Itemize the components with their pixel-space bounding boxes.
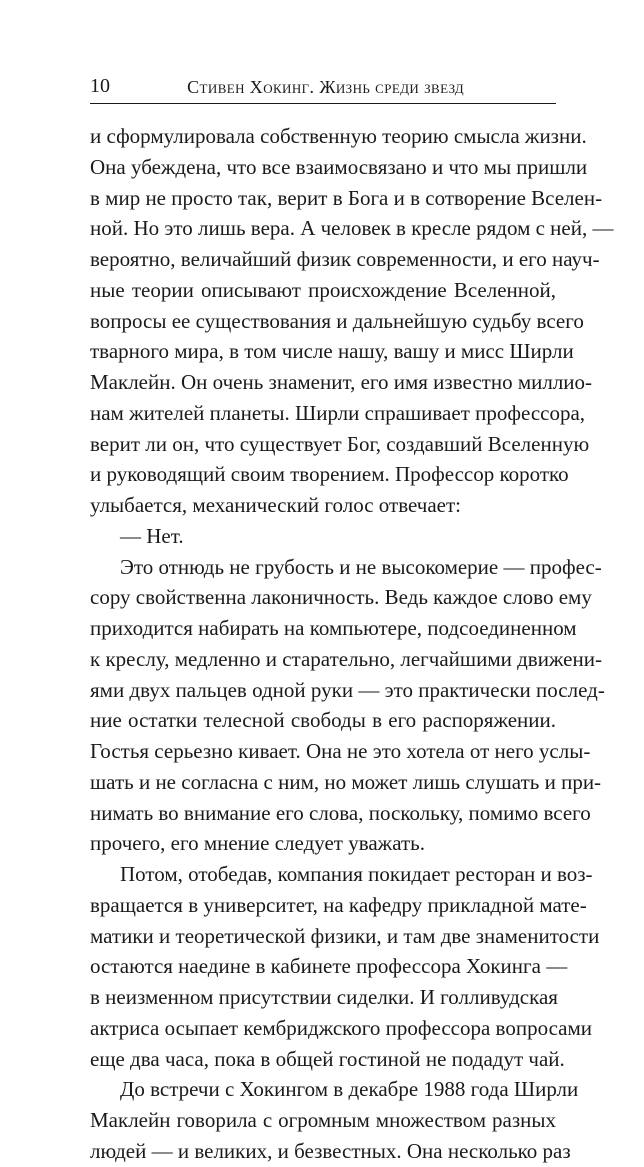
- text-line: матики и теоретической физики, и там две знаменитости: [90, 923, 600, 948]
- text-line: сору свойственна лаконичность. Ведь каждое слово ему: [90, 585, 592, 610]
- body-text: [90, 121, 614, 1167]
- text-line: улыбается, механический голос отвечает:: [90, 493, 462, 517]
- text-line: людей — и великих, и безвестных. Она несколько раз: [90, 1138, 571, 1163]
- text-line: в неизменном присутствии сиделки. И голливудская: [90, 985, 558, 1009]
- text-line: ные теории описывают происхождение Вселенной,: [90, 277, 556, 302]
- text-line: Гостья серьезно кивает. Она не это хотела от него услы-: [90, 739, 591, 763]
- text-line: Потом, отобедав, компания покидает ресторан и воз-: [120, 862, 593, 886]
- text-line: еще два часа, пока в общей гостиной не подадут чай.: [90, 1046, 565, 1071]
- text-line: верит ли он, что существует Бог, создавший Вселенную: [90, 431, 590, 456]
- text-line: прочего, его мнение следует уважать.: [90, 831, 425, 856]
- text-line: шать и не согласна с ним, но может лишь слушать и при-: [90, 769, 602, 794]
- text-line: актриса осыпает кембриджского профессора вопросами: [90, 1015, 593, 1040]
- page-header: [90, 72, 556, 100]
- text-line: ями двух пальцев одной руки — это практически послед-: [90, 677, 605, 702]
- text-line: Это отнюдь не грубость и не высокомерие — профес-: [120, 554, 602, 579]
- text-line: вероятно, величайший физик современности, и его науч-: [90, 247, 600, 271]
- page-number: 10: [90, 75, 110, 97]
- text-line: приходится набирать на компьютере, подсоединенном: [90, 616, 577, 640]
- text-line: ной. Но это лишь вера. А человек в кресле рядом с ней, —: [90, 216, 614, 241]
- text-line: вращается в университет, на кафедру прикладной мате-: [90, 892, 587, 917]
- text-line: остаются наедине в кабинете профессора Хокинга —: [90, 954, 568, 979]
- text-line: До встречи с Хокингом в декабре 1988 года Ширли: [120, 1077, 579, 1102]
- running-title: Стивен Хокинг. Жизнь среди звезд: [187, 77, 464, 97]
- text-line: к креслу, медленно и старательно, легчайшими движени-: [90, 646, 602, 671]
- text-line: Маклейн. Он очень знаменит, его имя известно миллио-: [90, 370, 593, 394]
- text-line: нимать во внимание его слова, поскольку, помимо всего: [90, 800, 591, 825]
- text-line: в мир не просто так, верит в Бога и в сотворение Вселен-: [90, 185, 603, 210]
- text-line: ние остатки телесной свободы в его распоряжении.: [90, 708, 556, 733]
- text-line: и сформулировала собственную теорию смысла жизни.: [90, 124, 587, 148]
- text-line: вопросы ее существования и дальнейшую судьбу всего: [90, 308, 584, 333]
- text-line: — Нет.: [120, 523, 184, 548]
- text-line: нам жителей планеты. Ширли спрашивает профессора,: [90, 400, 586, 425]
- text-line: Маклейн говорила с огромным множеством разных: [90, 1108, 556, 1132]
- header-rule: [90, 103, 556, 104]
- text-line: Она убеждена, что все взаимосвязано и что мы пришли: [90, 154, 588, 179]
- text-line: и руководящий своим творением. Профессор коротко: [90, 462, 569, 487]
- text-line: тварного мира, в том числе нашу, вашу и мисс Ширли: [90, 339, 574, 364]
